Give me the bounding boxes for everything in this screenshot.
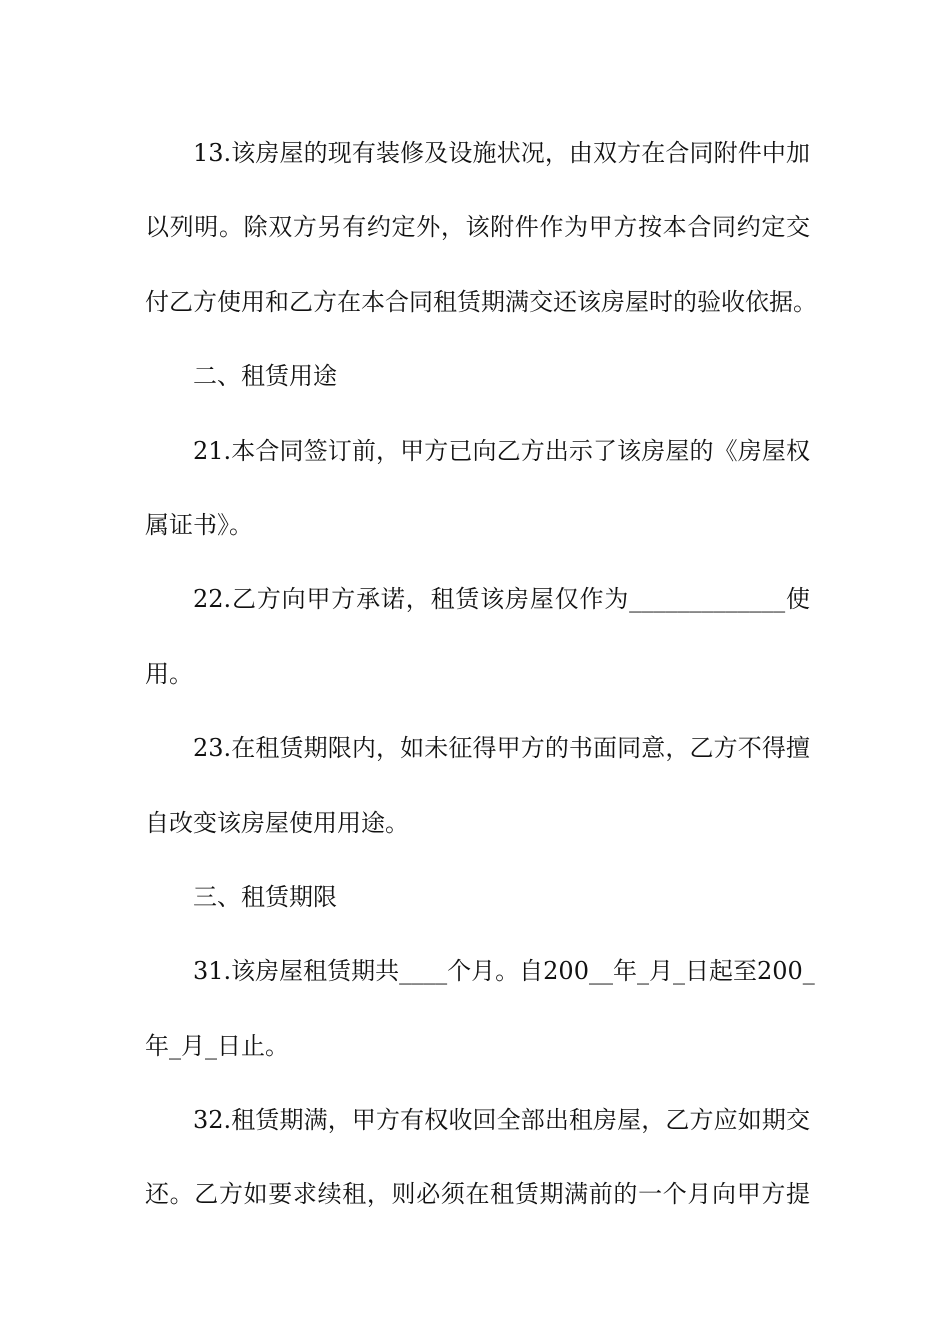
clause-23-line-2: 自改变该房屋使用用途。 xyxy=(145,808,409,837)
clause-31-line-1: 31.该房屋租赁期共____个月。自200__年_月_日起至200_ xyxy=(193,957,815,986)
clause-21-line-1: 21.本合同签订前，甲方已向乙方出示了该房屋的《房屋权 xyxy=(193,436,810,465)
document-body xyxy=(145,133,817,1249)
clause-32-line-1: 32.租赁期满，甲方有权收回全部出租房屋，乙方应如期交 xyxy=(193,1106,810,1135)
section-heading-lease-purpose: 二、租赁用途 xyxy=(193,362,337,391)
clause-22-line-2: 用。 xyxy=(145,659,193,688)
clause-13-line-2: 以列明。除双方另有约定外，该附件作为甲方按本合同约定交 xyxy=(145,213,810,242)
clause-31-line-2: 年_月_日止。 xyxy=(145,1031,289,1060)
clause-13-line-3: 付乙方使用和乙方在本合同租赁期满交还该房屋时的验收依据。 xyxy=(145,287,817,316)
clause-23-line-1: 23.在租赁期限内，如未征得甲方的书面同意，乙方不得擅 xyxy=(193,734,810,763)
clause-13-line-1: 13.该房屋的现有装修及设施状况，由双方在合同附件中加 xyxy=(193,139,810,167)
clause-32-line-2: 还。乙方如要求续租，则必须在租赁期满前的一个月向甲方提 xyxy=(145,1180,810,1209)
section-heading-lease-term: 三、租赁期限 xyxy=(193,882,337,911)
clause-22-line-1: 22.乙方向甲方承诺，租赁该房屋仅作为_____________使 xyxy=(193,585,810,614)
clause-21-line-2: 属证书》。 xyxy=(145,510,253,539)
